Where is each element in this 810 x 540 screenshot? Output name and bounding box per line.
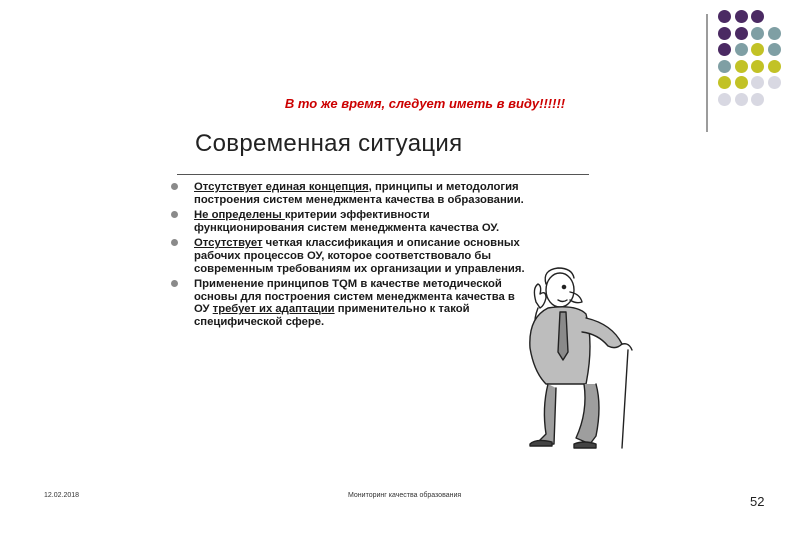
decorative-dot xyxy=(751,27,764,40)
bullet-text-segment: принципы и методология построения систем менеджмента качества в образовании. xyxy=(194,181,524,206)
bullet-item xyxy=(170,237,530,275)
title-underline-rule xyxy=(177,174,589,175)
bullet-dot-icon xyxy=(171,211,178,218)
decorative-dot xyxy=(718,60,731,73)
page-number: 52 xyxy=(750,494,765,509)
bullet-text-segment: требует их адаптации xyxy=(212,303,335,316)
decorative-divider-line xyxy=(706,14,708,132)
decorative-dot xyxy=(768,27,781,40)
bullet-dot-icon xyxy=(171,183,178,190)
bullet-item xyxy=(170,181,530,206)
bullet-item xyxy=(170,278,530,328)
decorative-dot xyxy=(768,76,781,89)
decorative-dot xyxy=(751,10,764,23)
bullet-text-segment: Отсутствует xyxy=(194,237,263,250)
decorative-dot xyxy=(718,10,731,23)
bullet-text xyxy=(194,181,524,206)
bullet-dot-icon xyxy=(171,280,178,287)
decorative-dot xyxy=(735,43,748,56)
decorative-dot xyxy=(735,60,748,73)
decorative-dot xyxy=(735,76,748,89)
footer-date: 12.02.2018 xyxy=(44,492,80,499)
slide-subtitle: В то же время, следует иметь в виду!!!!!! xyxy=(284,96,566,111)
bullet-text xyxy=(194,237,525,274)
bullet-text-segment: четкая классификация и описание основных рабочих процессов ОУ, которое соответствовало бы современным требованиям их организации и управления. xyxy=(194,237,525,275)
decorative-dot xyxy=(751,76,764,89)
cartoon-man-illustration xyxy=(500,262,640,452)
slide-title: Современная ситуация xyxy=(195,130,463,157)
decorative-dot xyxy=(718,43,731,56)
bullet-item xyxy=(170,209,530,234)
bullet-list xyxy=(170,181,530,332)
decorative-dot xyxy=(718,27,731,40)
decorative-dot xyxy=(751,60,764,73)
bullet-text-segment: применительно к такой специфической сфере. xyxy=(194,303,470,328)
decorative-dot xyxy=(768,60,781,73)
decorative-dot xyxy=(735,27,748,40)
bullet-text xyxy=(194,278,515,328)
decorative-dot xyxy=(751,43,764,56)
bullet-dot-icon xyxy=(171,239,178,246)
bullet-text-segment: Отсутствует единая концепция, xyxy=(194,181,372,193)
bullet-text-segment: критерии эффективности функционирования систем менеджмента качества ОУ. xyxy=(194,209,500,234)
footer-center-text: Мониторинг качества образования xyxy=(348,492,462,499)
decorative-dot xyxy=(768,43,781,56)
bullet-text-segment: Не определены xyxy=(194,209,285,222)
bullet-text-segment: Применение принципов TQM в качестве методической основы для построения систем менеджмента качества в ОУ xyxy=(194,278,515,316)
decorative-dot xyxy=(718,76,731,89)
bullet-text xyxy=(194,209,499,234)
decorative-dot xyxy=(735,10,748,23)
